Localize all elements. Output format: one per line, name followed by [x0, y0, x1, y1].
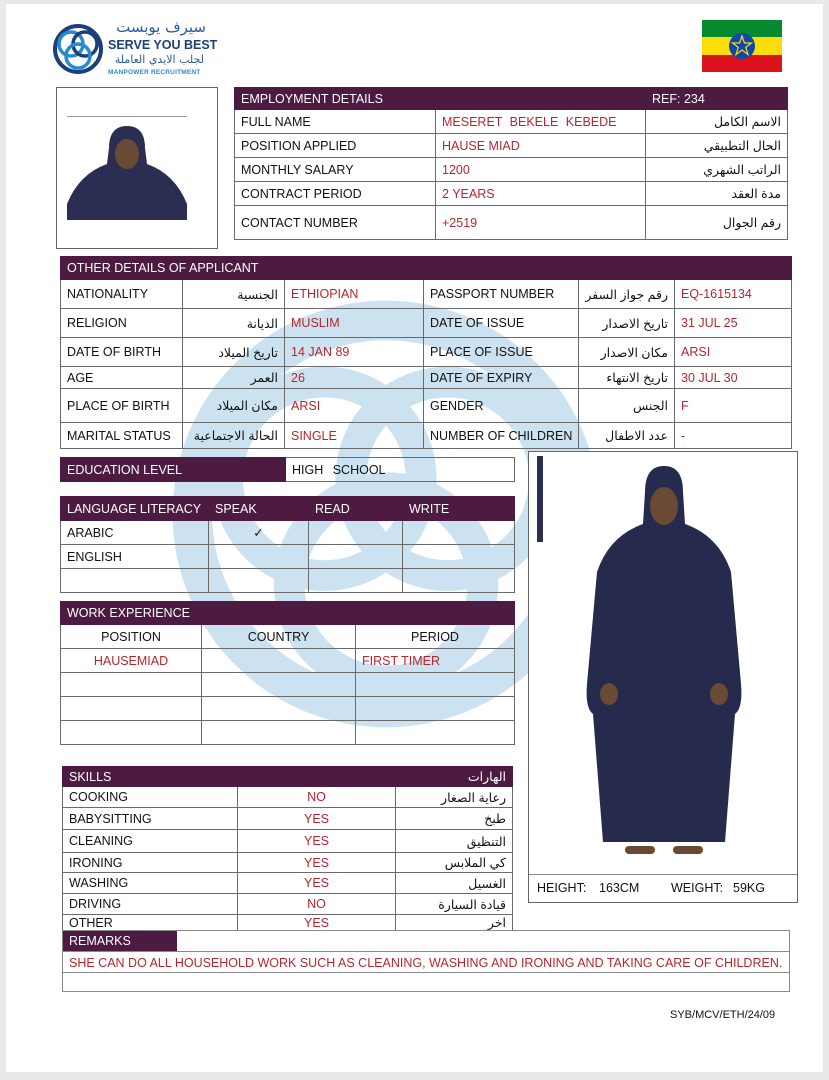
logo-arabic-sub: لجلب الايدي العاملة: [114, 53, 204, 66]
skill-value: YES: [238, 853, 396, 873]
date-of-birth-label: DATE OF BIRTH: [61, 338, 183, 367]
table-row: [63, 873, 513, 894]
table-row: [63, 915, 513, 931]
religion-value: MUSLIM: [285, 309, 424, 338]
table-row: [61, 521, 515, 545]
work-country-value: [202, 649, 356, 673]
measurements-row: [529, 874, 797, 902]
remarks-section: [62, 930, 790, 992]
skill-name: IRONING: [63, 853, 238, 873]
place-of-issue-value: ARSI: [675, 338, 792, 367]
table-row: [61, 625, 515, 649]
table-row: [61, 673, 515, 697]
nationality-value: ETHIOPIAN: [285, 280, 424, 309]
row-label: FULL NAME: [235, 110, 436, 134]
other-details-header: OTHER DETAILS OF APPLICANT: [61, 257, 424, 280]
place-of-birth-value: ARSI: [285, 389, 424, 423]
skills-table: [62, 766, 513, 931]
table-row: [63, 808, 513, 830]
skill-value: YES: [238, 873, 396, 894]
work-period-value: FIRST TIMER: [356, 649, 515, 673]
table-row: [61, 309, 792, 338]
logo-english-name: SERVE YOU BEST: [108, 38, 218, 52]
number-of-children-label: NUMBER OF CHILDREN: [424, 423, 579, 449]
date-of-issue-arabic: تاريخ الاصدار: [579, 309, 675, 338]
skill-name: COOKING: [63, 787, 238, 808]
ref-label: REF:: [652, 91, 681, 106]
read-cell: [309, 569, 403, 593]
religion-label: RELIGION: [61, 309, 183, 338]
marital-status-value: SINGLE: [285, 423, 424, 449]
row-arabic-label: رقم الجوال: [646, 206, 788, 240]
skill-name: CLEANING: [63, 830, 238, 853]
flag-star-emblem-icon: [728, 32, 756, 60]
table-row: [235, 134, 788, 158]
position-column-header: POSITION: [61, 625, 202, 649]
company-logo: [52, 18, 252, 80]
row-label: CONTRACT PERIOD: [235, 182, 436, 206]
skill-arabic: قيادة السيارة: [396, 894, 513, 915]
employment-header-row: [235, 88, 788, 110]
skill-value: YES: [238, 915, 396, 931]
skill-name: BABYSITTING: [63, 808, 238, 830]
religion-arabic: الديانة: [183, 309, 285, 338]
language-name: [61, 569, 209, 593]
write-cell: [403, 545, 515, 569]
skill-name: DRIVING: [63, 894, 238, 915]
skill-name: OTHER: [63, 915, 238, 931]
work-period-value: [356, 697, 515, 721]
place-of-issue-label: PLACE OF ISSUE: [424, 338, 579, 367]
contact-number-value: +2519: [436, 206, 646, 240]
nationality-label: NATIONALITY: [61, 280, 183, 309]
read-header: READ: [309, 497, 403, 521]
date-of-expiry-value: 30 JUL 30: [675, 367, 792, 389]
other-details-table: [60, 256, 792, 449]
number-of-children-value: -: [675, 423, 792, 449]
marital-status-label: MARITAL STATUS: [61, 423, 183, 449]
row-label: CONTACT NUMBER: [235, 206, 436, 240]
age-label: AGE: [61, 367, 183, 389]
date-of-expiry-arabic: تاريخ الانتهاء: [579, 367, 675, 389]
ref-value: 234: [683, 91, 705, 106]
gender-arabic: الجنس: [579, 389, 675, 423]
row-arabic-label: الحال التطبيقي: [646, 134, 788, 158]
table-row: [235, 110, 788, 134]
table-row: [61, 458, 515, 482]
language-header-row: [61, 497, 515, 521]
table-row: [61, 423, 792, 449]
write-cell: [403, 521, 515, 545]
footer-reference-code: SYB/MCV/ETH/24/09: [670, 1009, 776, 1021]
skills-header-arabic: الهارات: [396, 767, 513, 787]
table-row: [61, 697, 515, 721]
contract-period-value: 2 YEARS: [436, 182, 646, 206]
number-of-children-arabic: عدد الاطفال: [579, 423, 675, 449]
write-cell: [403, 569, 515, 593]
date-of-issue-value: 31 JUL 25: [675, 309, 792, 338]
skills-header-row: [63, 767, 513, 787]
work-country-value: [202, 721, 356, 745]
place-of-issue-arabic: مكان الاصدار: [579, 338, 675, 367]
portrait-figure-icon: [65, 124, 189, 220]
table-row: [63, 894, 513, 915]
table-row: [63, 853, 513, 873]
date-of-expiry-label: DATE OF EXPIRY: [424, 367, 579, 389]
skill-arabic: رعاية الصغار: [396, 787, 513, 808]
work-experience-header: WORK EXPERIENCE: [61, 602, 356, 625]
employment-details-table: [234, 87, 788, 240]
table-row: [61, 367, 792, 389]
work-period-value: [356, 673, 515, 697]
work-experience-header-row: [61, 602, 515, 625]
language-name: ARABIC: [61, 521, 209, 545]
skill-arabic: اخر: [396, 915, 513, 931]
height-label: HEIGHT:: [537, 881, 587, 895]
date-of-issue-label: DATE OF ISSUE: [424, 309, 579, 338]
full-body-figure-icon: [549, 462, 779, 862]
table-row: [235, 206, 788, 240]
gender-label: GENDER: [424, 389, 579, 423]
work-position-value: HAUSEMIAD: [61, 649, 202, 673]
row-arabic-label: مدة العقد: [646, 182, 788, 206]
education-table: [60, 457, 515, 482]
row-label: POSITION APPLIED: [235, 134, 436, 158]
table-row: [63, 830, 513, 853]
skill-arabic: الغسيل: [396, 873, 513, 894]
remarks-header: REMARKS: [63, 931, 177, 951]
skill-arabic: كي الملابس: [396, 853, 513, 873]
place-of-birth-label: PLACE OF BIRTH: [61, 389, 183, 423]
skill-value: YES: [238, 808, 396, 830]
language-literacy-header: LANGUAGE LITERACY: [61, 497, 209, 521]
height-value: 163CM: [599, 881, 640, 895]
skills-header: SKILLS: [63, 767, 396, 787]
speak-check: ✓: [209, 521, 309, 545]
full-name-value: MESERET BEKELE KEBEDE: [436, 110, 646, 134]
work-period-value: [356, 721, 515, 745]
logo-mark-icon: [52, 22, 104, 76]
place-of-birth-arabic: مكان الميلاد: [183, 389, 285, 423]
education-label: EDUCATION LEVEL: [61, 458, 286, 482]
row-arabic-label: الاسم الكامل: [646, 110, 788, 134]
table-row: [61, 338, 792, 367]
passport-number-arabic: رقم جواز السفر: [579, 280, 675, 309]
employment-header: EMPLOYMENT DETAILS: [241, 91, 383, 106]
language-table: [60, 496, 515, 593]
skill-value: NO: [238, 787, 396, 808]
applicant-portrait-photo: [56, 87, 218, 249]
read-cell: [309, 545, 403, 569]
skill-arabic: طبخ: [396, 808, 513, 830]
work-position-value: [61, 697, 202, 721]
age-arabic: العمر: [183, 367, 285, 389]
skill-arabic: التنظيق: [396, 830, 513, 853]
write-header: WRITE: [403, 497, 515, 521]
weight-value: 59KG: [733, 881, 765, 895]
marital-status-arabic: الحالة الاجتماعية: [183, 423, 285, 449]
work-experience-table: [60, 601, 515, 745]
skill-value: NO: [238, 894, 396, 915]
period-column-header: PERIOD: [356, 625, 515, 649]
speak-check: [209, 569, 309, 593]
passport-number-label: PASSPORT NUMBER: [424, 280, 579, 309]
logo-arabic-name: سيرف يوبست: [116, 18, 206, 36]
country-column-header: COUNTRY: [202, 625, 356, 649]
language-name: ENGLISH: [61, 545, 209, 569]
table-row: [61, 721, 515, 745]
work-country-value: [202, 697, 356, 721]
gender-value: F: [675, 389, 792, 423]
cv-page: [6, 4, 823, 1072]
row-label: MONTHLY SALARY: [235, 158, 436, 182]
work-country-value: [202, 673, 356, 697]
logo-english-sub: MANPOWER RECRUITMENT: [108, 69, 201, 76]
position-applied-value: HAUSE MIAD: [436, 134, 646, 158]
table-row: [63, 787, 513, 808]
date-of-birth-value: 14 JAN 89: [285, 338, 424, 367]
nationality-arabic: الجنسية: [183, 280, 285, 309]
speak-check: [209, 545, 309, 569]
remarks-text: SHE CAN DO ALL HOUSEHOLD WORK SUCH AS CLEANING, WASHING AND IRONING AND TAKING CARE OF CHILDREN.: [63, 951, 789, 973]
work-position-value: [61, 673, 202, 697]
table-row: [235, 158, 788, 182]
table-row: [61, 649, 515, 673]
speak-header: SPEAK: [209, 497, 309, 521]
monthly-salary-value: 1200: [436, 158, 646, 182]
table-row: [61, 545, 515, 569]
read-cell: [309, 521, 403, 545]
skill-value: YES: [238, 830, 396, 853]
table-row: [61, 569, 515, 593]
table-row: [61, 389, 792, 423]
passport-number-value: EQ-1615134: [675, 280, 792, 309]
weight-label: WEIGHT:: [671, 881, 724, 895]
applicant-full-body-photo: [528, 451, 798, 903]
ethiopia-flag: [702, 20, 782, 72]
education-value: HIGH SCHOOL: [286, 458, 515, 482]
other-details-header-row: [61, 257, 792, 280]
table-row: [61, 280, 792, 309]
date-of-birth-arabic: تاريخ الميلاد: [183, 338, 285, 367]
work-position-value: [61, 721, 202, 745]
row-arabic-label: الراتب الشهري: [646, 158, 788, 182]
skill-name: WASHING: [63, 873, 238, 894]
age-value: 26: [285, 367, 424, 389]
table-row: [235, 182, 788, 206]
